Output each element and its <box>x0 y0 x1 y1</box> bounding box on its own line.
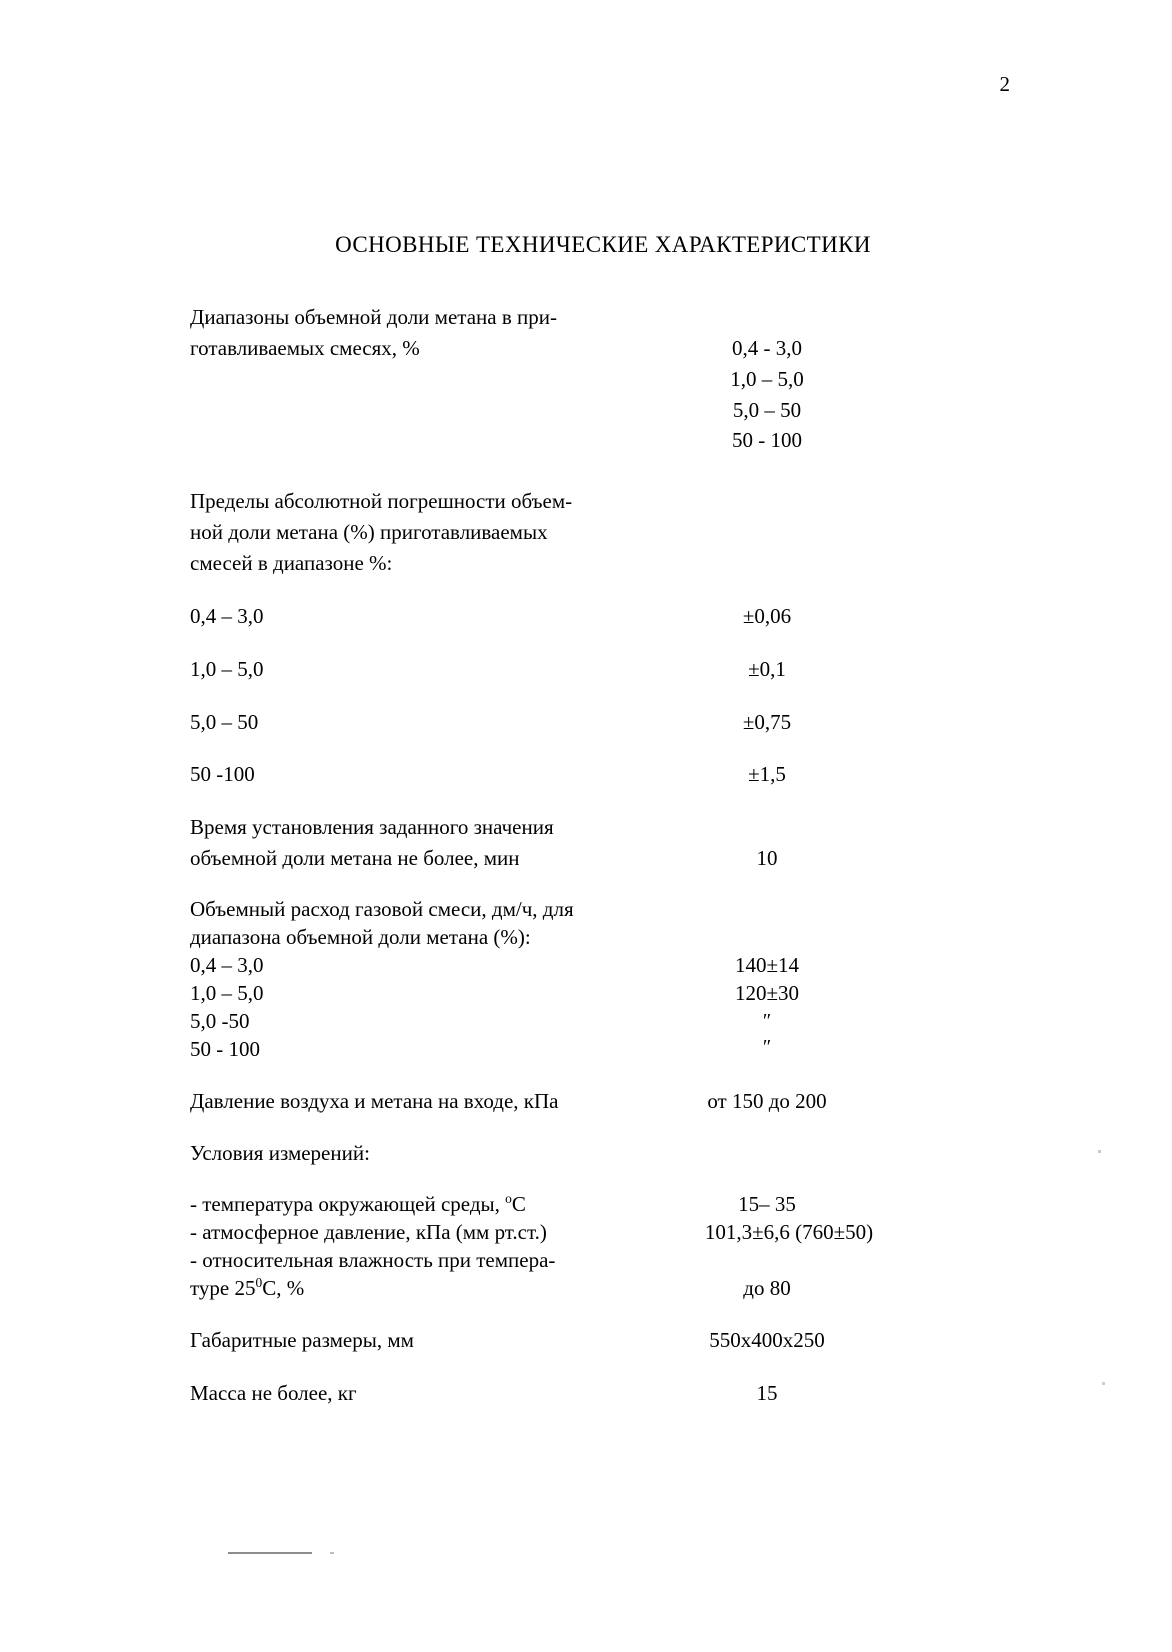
table-row <box>190 707 980 738</box>
zero-superscript: 0 <box>255 1275 263 1291</box>
settling-label-line2: объемной доли метана не более, мин <box>190 846 520 871</box>
spec-label-ranges <box>190 302 590 364</box>
accuracy-value-1: ±0,1 <box>748 656 786 681</box>
scan-artifact-dot <box>330 1552 334 1554</box>
spec-row-accuracy-heading <box>190 486 980 579</box>
spec-label-mass: Масса не более, кг <box>190 1380 357 1405</box>
spacer <box>190 1356 980 1378</box>
ranges-label-line2: готавливаемых смесях, % <box>190 335 420 360</box>
accuracy-label-line2: ной доли метана (%) приготавливаемых <box>190 520 548 545</box>
flow-label-line2: диапазона объемной доли метана (%): <box>190 924 531 949</box>
spec-value-mass: 15 <box>756 1380 778 1405</box>
spec-value-atmospheric-pressure: 101,3±6,6 (760±50) <box>704 1220 874 1245</box>
spec-row-ambient-temperature <box>190 1191 980 1219</box>
spec-value-settling-time <box>590 812 980 874</box>
degree-superscript: o <box>505 1191 512 1207</box>
spec-value-flow-rate <box>590 896 980 1061</box>
spec-value-dimensions: 550x400x250 <box>709 1327 825 1352</box>
page-title: ОСНОВНЫЕ ТЕХНИЧЕСКИЕ ХАРАКТЕРИСТИКИ <box>335 232 871 257</box>
ranges-label-line1: Диапазоны объемной доли метана в при- <box>190 305 557 329</box>
flow-value-3: ″ <box>762 1036 772 1059</box>
accuracy-label-line3: смесей в диапазоне %: <box>190 551 393 576</box>
document-content <box>190 232 980 1409</box>
spacer <box>190 1169 980 1191</box>
temperature-label-prefix: - температура окружающей среды, <box>190 1192 506 1217</box>
humidity-value: до 80 <box>743 1276 791 1301</box>
spec-row-settling-time <box>190 812 980 874</box>
flow-range-3: 50 - 100 <box>190 1036 260 1061</box>
scan-artifact-speck-upper <box>1098 1150 1101 1153</box>
spec-row-conditions-heading <box>190 1138 980 1169</box>
table-row <box>190 654 980 685</box>
flow-label-line1: Объемный расход газовой смеси, дм/ч, для <box>190 897 574 922</box>
accuracy-label-line1: Пределы абсолютной погрешности объем- <box>190 489 573 514</box>
scan-artifact-line <box>228 1552 312 1554</box>
flow-range-1: 1,0 – 5,0 <box>190 980 264 1005</box>
spec-label-relative-humidity <box>190 1247 590 1303</box>
flow-range-2: 5,0 -50 <box>190 1008 250 1033</box>
accuracy-range-1: 1,0 – 5,0 <box>190 656 264 681</box>
humidity-label-prefix: туре 25 <box>190 1276 256 1301</box>
flow-value-0: 140±14 <box>734 952 800 977</box>
spec-label-atmospheric-pressure: - атмосферное давление, кПа (мм рт.ст.) <box>190 1220 547 1245</box>
spacer <box>190 579 980 601</box>
settling-label-line1: Время установления заданного значения <box>190 815 554 840</box>
scan-artifact-speck-lower <box>1102 1382 1105 1385</box>
accuracy-range-0: 0,4 – 3,0 <box>190 603 264 628</box>
flow-value-2: ″ <box>762 1009 772 1032</box>
ranges-value-0: 0,4 - 3,0 <box>732 335 802 360</box>
spec-row-mass <box>190 1378 980 1409</box>
accuracy-range-2: 5,0 – 50 <box>190 709 259 734</box>
spec-row-relative-humidity <box>190 1247 980 1303</box>
spec-row-inlet-pressure <box>190 1086 980 1117</box>
table-row <box>190 759 980 790</box>
page-number: 2 <box>999 72 1010 96</box>
accuracy-value-2: ±0,75 <box>742 709 792 734</box>
spec-row-ranges <box>190 302 980 456</box>
accuracy-range-3: 50 -100 <box>190 762 255 787</box>
flow-range-0: 0,4 – 3,0 <box>190 952 264 977</box>
spec-label-ambient-temperature <box>190 1191 590 1219</box>
spec-label-dimensions: Габаритные размеры, мм <box>190 1327 414 1352</box>
spec-value-ranges <box>590 302 980 456</box>
spacer <box>190 737 980 759</box>
ranges-value-2: 5,0 – 50 <box>732 397 802 422</box>
spec-label-inlet-pressure: Давление воздуха и метана на входе, кПа <box>190 1088 559 1113</box>
spec-value-relative-humidity <box>590 1247 980 1303</box>
accuracy-value-3: ±1,5 <box>748 762 786 787</box>
spec-value-ambient-temperature: 15– 35 <box>738 1192 796 1217</box>
spacer <box>190 1116 980 1138</box>
spacer <box>190 790 980 812</box>
humidity-label-suffix: С, % <box>262 1276 305 1301</box>
spacer <box>190 632 980 654</box>
spacer <box>190 685 980 707</box>
humidity-label-line1: - относительная влажность при темпера- <box>190 1248 556 1273</box>
accuracy-value-0: ±0,06 <box>742 603 792 628</box>
ranges-value-3: 50 - 100 <box>732 428 802 453</box>
settling-value: 10 <box>756 846 778 871</box>
spec-row-flow-rate <box>190 896 980 1064</box>
spacer <box>190 456 980 486</box>
spacer <box>190 1064 980 1086</box>
spec-label-settling-time <box>190 812 590 874</box>
spec-label-flow-rate <box>190 896 590 1064</box>
temperature-label-suffix: С <box>511 1192 526 1217</box>
spec-value-inlet-pressure: от 150 до 200 <box>707 1088 827 1113</box>
spec-label-accuracy <box>190 486 590 579</box>
flow-value-1: 120±30 <box>734 980 800 1005</box>
spacer <box>190 874 980 896</box>
humidity-label-line2 <box>190 1275 590 1303</box>
spec-row-dimensions <box>190 1325 980 1356</box>
spec-row-atmospheric-pressure <box>190 1219 980 1247</box>
table-row <box>190 601 980 632</box>
conditions-heading: Условия измерений: <box>190 1141 370 1166</box>
spacer <box>190 1303 980 1325</box>
ranges-value-1: 1,0 – 5,0 <box>730 366 804 391</box>
